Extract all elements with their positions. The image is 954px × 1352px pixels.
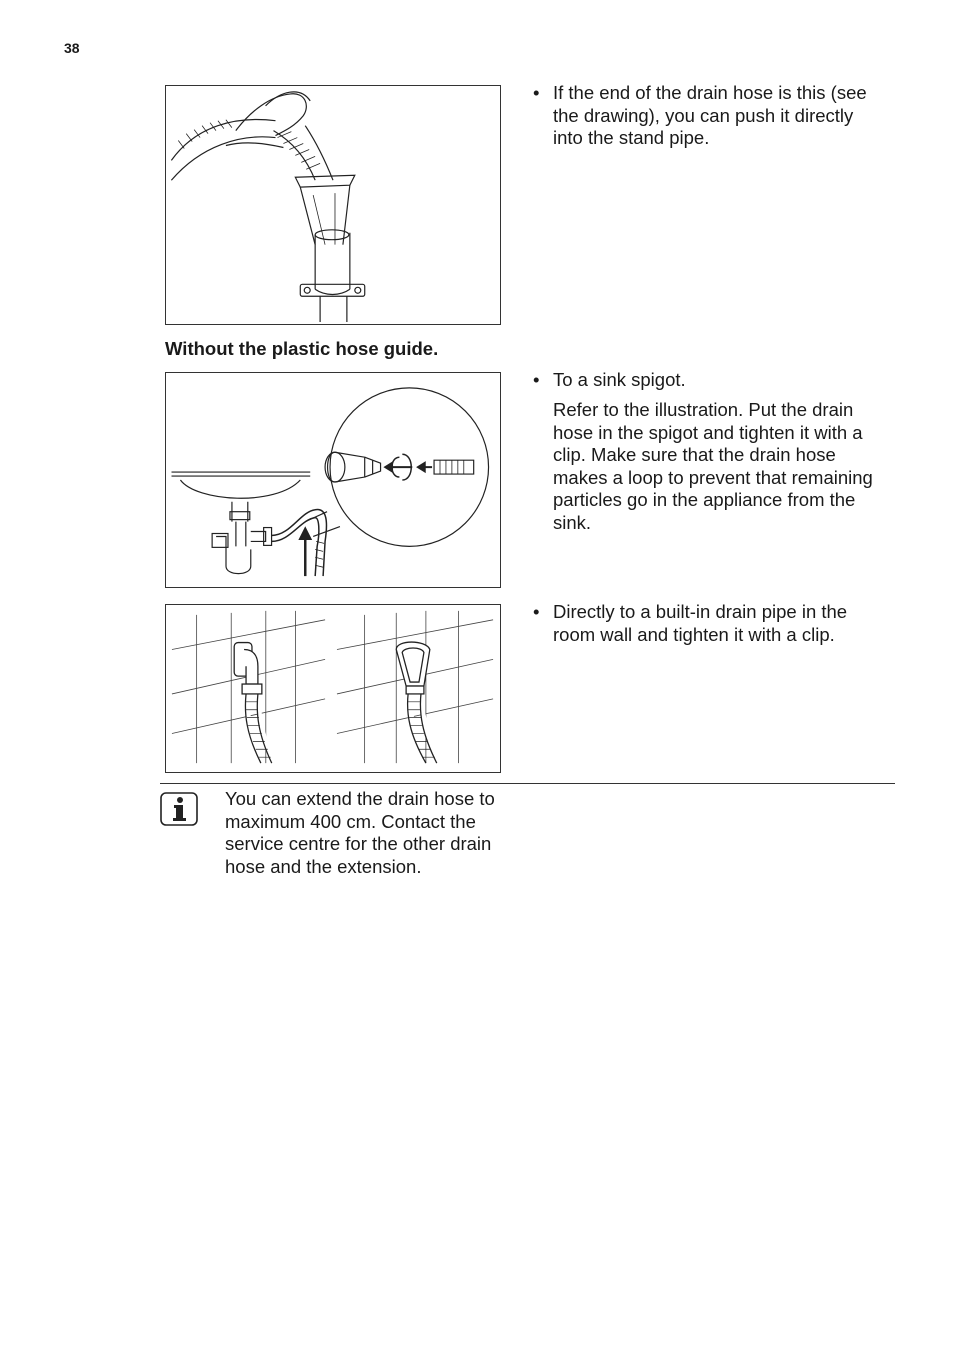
sink-spigot-illustration bbox=[165, 372, 501, 588]
sink-spigot-instructions: Refer to the illustration. Put the drain hose in the spigot and tighten it with a clip. Make sure that the drain hose makes a loop to prevent that remaining particles go in the appliance from the sink. bbox=[553, 399, 873, 533]
without-guide-heading: Without the plastic hose guide. bbox=[165, 338, 439, 359]
bullet-standpipe-text: If the end of the drain hose is this (see the drawing), you can push it directly into the stand pipe. bbox=[553, 82, 867, 148]
bullet-symbol: • bbox=[533, 601, 540, 622]
bullet-symbol: • bbox=[533, 82, 540, 103]
sink-spigot-drawing bbox=[166, 373, 500, 587]
bullet-wall-drain bbox=[533, 601, 888, 646]
bullet-wall-drain-text: Directly to a built-in drain pipe in the room wall and tighten it with a clip. bbox=[553, 601, 848, 645]
standpipe-drawing bbox=[166, 86, 500, 324]
note-text: You can extend the drain hose to maximum 400 cm. Contact the service centre for the other drain hose and the extension. bbox=[225, 788, 495, 877]
wall-drain-illustration bbox=[165, 604, 501, 773]
bullet-standpipe bbox=[533, 82, 888, 150]
info-icon bbox=[160, 792, 198, 826]
standpipe-illustration bbox=[165, 85, 501, 325]
bullet-symbol: • bbox=[533, 369, 540, 390]
wall-drain-drawing bbox=[166, 605, 500, 772]
bullet-sink-spigot bbox=[533, 369, 888, 392]
section-divider bbox=[160, 783, 895, 784]
bullet-sink-spigot-text: To a sink spigot. bbox=[553, 369, 686, 390]
page-number: 38 bbox=[64, 40, 80, 56]
